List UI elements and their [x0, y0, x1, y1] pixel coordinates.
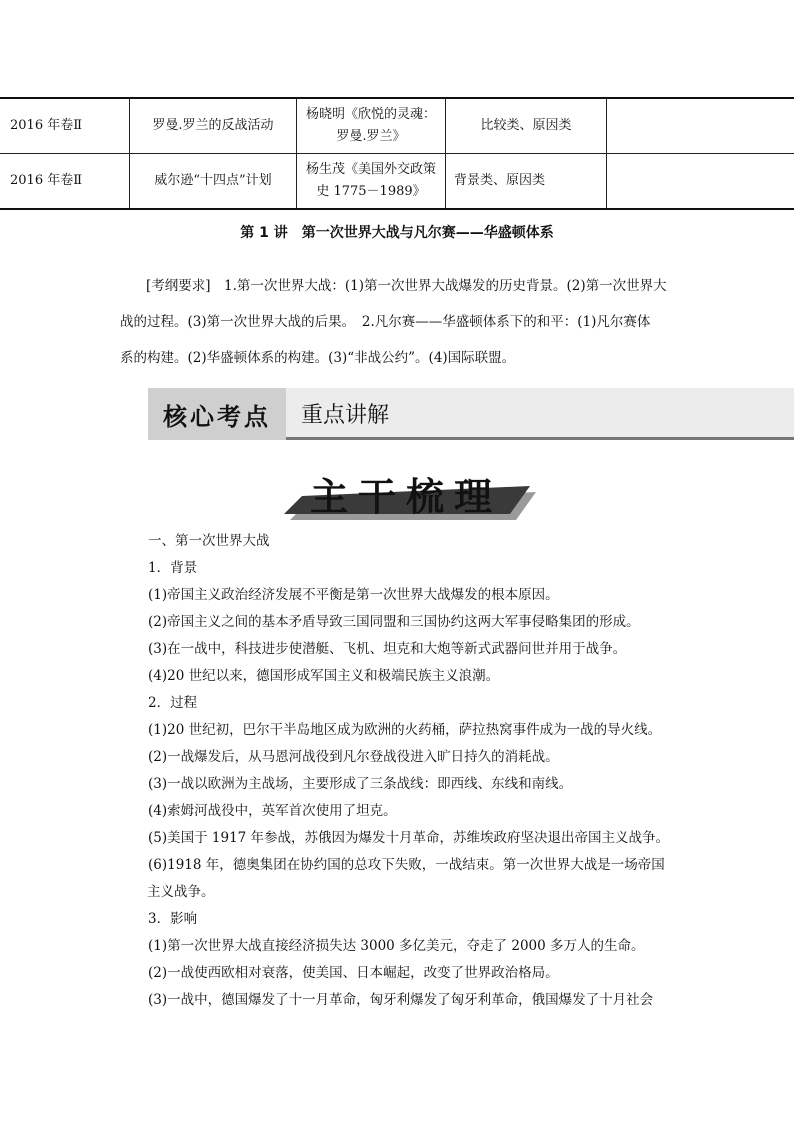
requirements-line: 战的过程。(3)第一次世界大战的后果。 2.凡尔赛——华盛顿体系下的和平：(1)凡尔赛体 — [120, 314, 651, 330]
list-item: (1)20 世纪初，巴尔干半岛地区成为欧洲的火药桶，萨拉热窝事件成为一战的导火线。 — [148, 722, 662, 738]
list-item: (2)帝国主义之间的基本矛盾导致三国同盟和三国协约这两大军事侵略集团的形成。 — [148, 614, 640, 630]
banner-left-label: 核心考点 — [148, 388, 286, 440]
source-line: 杨晓明《欣悦的灵魂： — [305, 107, 436, 122]
subheading-impact: 3．影响 — [148, 911, 198, 927]
type-cell: 背景类、原因类 — [446, 154, 607, 210]
list-item: (1)第一次世界大战直接经济损失达 3000 多亿美元，夺走了 2000 多万人的生命。 — [148, 938, 645, 954]
list-item: (6)1918 年，德奥集团在协约国的总攻下失败，一战结束。第一次世界大战是一场帝国 — [148, 857, 665, 873]
list-item: (2)一战使西欧相对衰落，使美国、日本崛起，改变了世界政治格局。 — [148, 965, 559, 981]
source-cell — [297, 98, 446, 154]
empty-cell — [607, 154, 794, 210]
section-heading — [284, 462, 544, 522]
list-item: (2)一战爆发后，从马恩河战役到凡尔登战役进入旷日持久的消耗战。 — [148, 749, 559, 765]
heading-level-1: 一、第一次世界大战 — [148, 533, 270, 549]
heading-text: 主干梳理 — [309, 475, 502, 519]
empty-cell — [607, 98, 794, 154]
source-line: 史 1775－1989》 — [316, 184, 426, 199]
year-cell: 2016 年卷Ⅱ — [0, 98, 130, 154]
source-line: 杨生茂《美国外交政策 — [305, 162, 436, 177]
topic-cell: 罗曼.罗兰的反战活动 — [130, 98, 297, 154]
list-item: (3)在一战中，科技进步使潜艇、飞机、坦克和大炮等新式武器问世并用于战争。 — [148, 641, 627, 657]
table-row — [0, 154, 794, 210]
banner-rule — [286, 437, 794, 440]
banner-right-label: 重点讲解 — [286, 388, 794, 438]
topic-cell: 威尔逊“十四点”计划 — [130, 154, 297, 210]
source-cell — [297, 154, 446, 210]
list-item: (4)20 世纪以来，德国形成军国主义和极端民族主义浪潮。 — [148, 668, 500, 684]
list-item: (4)索姆河战役中，英军首次使用了坦克。 — [148, 803, 397, 819]
list-item: (1)帝国主义政治经济发展不平衡是第一次世界大战爆发的根本原因。 — [148, 587, 559, 603]
year-cell: 2016 年卷Ⅱ — [0, 154, 130, 210]
subheading-process: 2．过程 — [148, 695, 198, 711]
requirements-line: 系的构建。(2)华盛顿体系的构建。(3)“非战公约”。(4)国际联盟。 — [120, 350, 516, 366]
table-row — [0, 98, 794, 154]
lecture-title: 第 1 讲 第一次世界大战与凡尔赛——华盛顿体系 — [240, 225, 554, 241]
list-item: (3)一战以欧洲为主战场，主要形成了三条战线：即西线、东线和南线。 — [148, 776, 573, 792]
section-banner — [148, 388, 794, 440]
list-item: (3)一战中，德国爆发了十一月革命，匈牙利爆发了匈牙利革命，俄国爆发了十月社会 — [148, 992, 654, 1008]
exam-table — [0, 97, 794, 210]
requirements-line: [考纲要求] 1.第一次世界大战：(1)第一次世界大战爆发的历史背景。(2)第一次世界大 — [146, 278, 667, 294]
list-item: (5)美国于 1917 年参战，苏俄因为爆发十月革命，苏维埃政府坚决退出帝国主义战争。 — [148, 830, 670, 846]
syllabus-requirements — [120, 268, 680, 376]
subheading-background: 1．背景 — [148, 560, 198, 576]
source-line: 罗曼.罗兰》 — [336, 129, 406, 144]
list-item-continuation: 主义战争。 — [147, 884, 215, 900]
main-content — [148, 528, 688, 1014]
type-cell: 比较类、原因类 — [446, 98, 607, 154]
